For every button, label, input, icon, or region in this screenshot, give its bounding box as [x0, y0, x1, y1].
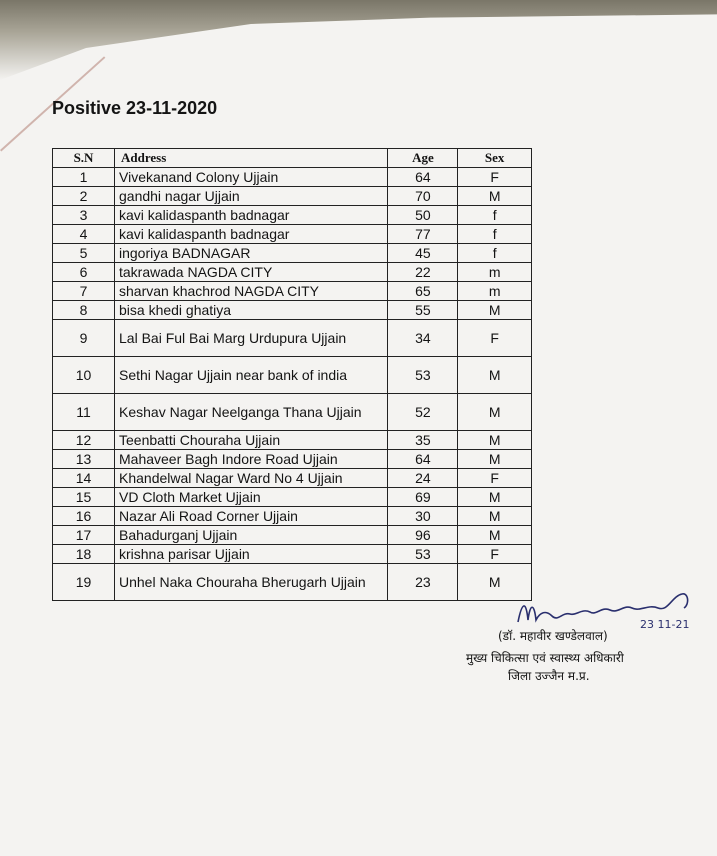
table-body	[53, 168, 532, 601]
table-row	[53, 301, 532, 320]
cell-address: Mahaveer Bagh Indore Road Ujjain	[115, 450, 388, 469]
cell-sex: f	[458, 206, 532, 225]
cell-age: 23	[388, 564, 458, 601]
table-row	[53, 450, 532, 469]
cell-sn: 16	[53, 507, 115, 526]
table-row	[53, 469, 532, 488]
heading-date: 23-11-2020	[126, 98, 218, 118]
cell-address: kavi kalidaspanth badnagar	[115, 206, 388, 225]
cell-sn: 13	[53, 450, 115, 469]
cell-address: Lal Bai Ful Bai Marg Urdupura Ujjain	[115, 320, 388, 357]
cell-age: 35	[388, 431, 458, 450]
cell-address: bisa khedi ghatiya	[115, 301, 388, 320]
cell-age: 77	[388, 225, 458, 244]
cell-sex: M	[458, 564, 532, 601]
cell-age: 52	[388, 394, 458, 431]
cell-sex: M	[458, 394, 532, 431]
cell-address: Vivekanand Colony Ujjain	[115, 168, 388, 187]
header-age: Age	[388, 149, 458, 168]
cell-address: Sethi Nagar Ujjain near bank of india	[115, 357, 388, 394]
heading-label: Positive	[52, 98, 122, 118]
table-row	[53, 206, 532, 225]
cell-sn: 3	[53, 206, 115, 225]
cell-sex: f	[458, 244, 532, 263]
table-row	[53, 263, 532, 282]
cell-age: 24	[388, 469, 458, 488]
table-row	[53, 168, 532, 187]
cell-sn: 19	[53, 564, 115, 601]
table-row	[53, 244, 532, 263]
cell-age: 69	[388, 488, 458, 507]
cell-age: 45	[388, 244, 458, 263]
cell-address: Keshav Nagar Neelganga Thana Ujjain	[115, 394, 388, 431]
cell-age: 53	[388, 357, 458, 394]
cell-sn: 9	[53, 320, 115, 357]
cell-sn: 6	[53, 263, 115, 282]
cell-address: gandhi nagar Ujjain	[115, 187, 388, 206]
cell-sn: 15	[53, 488, 115, 507]
cell-age: 22	[388, 263, 458, 282]
cell-sn: 8	[53, 301, 115, 320]
cell-sn: 11	[53, 394, 115, 431]
table-row	[53, 545, 532, 564]
cell-address: Nazar Ali Road Corner Ujjain	[115, 507, 388, 526]
header-sn: S.N	[53, 149, 115, 168]
table-row	[53, 394, 532, 431]
cell-age: 50	[388, 206, 458, 225]
cell-sex: f	[458, 225, 532, 244]
signatory-name: (डॉ. महावीर खण्डेलवाल)	[498, 629, 608, 643]
cell-age: 96	[388, 526, 458, 545]
cell-sn: 5	[53, 244, 115, 263]
table-row	[53, 282, 532, 301]
table-header-row	[53, 149, 532, 168]
cell-sex: F	[458, 168, 532, 187]
table-row	[53, 187, 532, 206]
cell-age: 30	[388, 507, 458, 526]
page-heading	[52, 98, 217, 119]
cell-sex: m	[458, 282, 532, 301]
cell-address: Unhel Naka Chouraha Bherugarh Ujjain	[115, 564, 388, 601]
table-row	[53, 357, 532, 394]
cell-sex: M	[458, 357, 532, 394]
cell-sex: M	[458, 526, 532, 545]
cell-address: ingoriya BADNAGAR	[115, 244, 388, 263]
cell-age: 65	[388, 282, 458, 301]
positive-cases-table	[52, 148, 532, 601]
cell-sex: F	[458, 469, 532, 488]
cell-sn: 7	[53, 282, 115, 301]
signatory-district: जिला उज्जैन म.प्र.	[508, 669, 590, 683]
cell-address: Bahadurganj Ujjain	[115, 526, 388, 545]
cell-sn: 4	[53, 225, 115, 244]
cell-sn: 10	[53, 357, 115, 394]
cell-address: Khandelwal Nagar Ward No 4 Ujjain	[115, 469, 388, 488]
header-sex: Sex	[458, 149, 532, 168]
table-row	[53, 225, 532, 244]
cell-address: takrawada NAGDA CITY	[115, 263, 388, 282]
table-row	[53, 431, 532, 450]
svg-text:23 11-21: 23 11-21	[640, 618, 690, 631]
cell-age: 53	[388, 545, 458, 564]
table-row	[53, 507, 532, 526]
cell-address: VD Cloth Market Ujjain	[115, 488, 388, 507]
table-row	[53, 320, 532, 357]
handwritten-signature	[512, 582, 712, 632]
cell-sex: F	[458, 545, 532, 564]
cell-age: 64	[388, 450, 458, 469]
cell-sex: m	[458, 263, 532, 282]
cell-sex: M	[458, 450, 532, 469]
photo-edge-shadow	[0, 0, 717, 80]
cell-sn: 17	[53, 526, 115, 545]
cell-age: 34	[388, 320, 458, 357]
cell-address: kavi kalidaspanth badnagar	[115, 225, 388, 244]
cell-sex: M	[458, 187, 532, 206]
cell-age: 70	[388, 187, 458, 206]
cell-address: krishna parisar Ujjain	[115, 545, 388, 564]
table-row	[53, 526, 532, 545]
cell-sn: 14	[53, 469, 115, 488]
cell-sn: 2	[53, 187, 115, 206]
signatory-title: मुख्य चिकित्सा एवं स्वास्थ्य अधिकारी	[466, 651, 624, 665]
cell-sex: M	[458, 507, 532, 526]
cell-age: 64	[388, 168, 458, 187]
cell-address: sharvan khachrod NAGDA CITY	[115, 282, 388, 301]
cell-sex: M	[458, 488, 532, 507]
header-address: Address	[115, 149, 388, 168]
cell-age: 55	[388, 301, 458, 320]
cell-address: Teenbatti Chouraha Ujjain	[115, 431, 388, 450]
cell-sn: 12	[53, 431, 115, 450]
cell-sn: 1	[53, 168, 115, 187]
table-row	[53, 564, 532, 601]
cell-sex: M	[458, 301, 532, 320]
cell-sex: M	[458, 431, 532, 450]
table-row	[53, 488, 532, 507]
cell-sex: F	[458, 320, 532, 357]
cell-sn: 18	[53, 545, 115, 564]
